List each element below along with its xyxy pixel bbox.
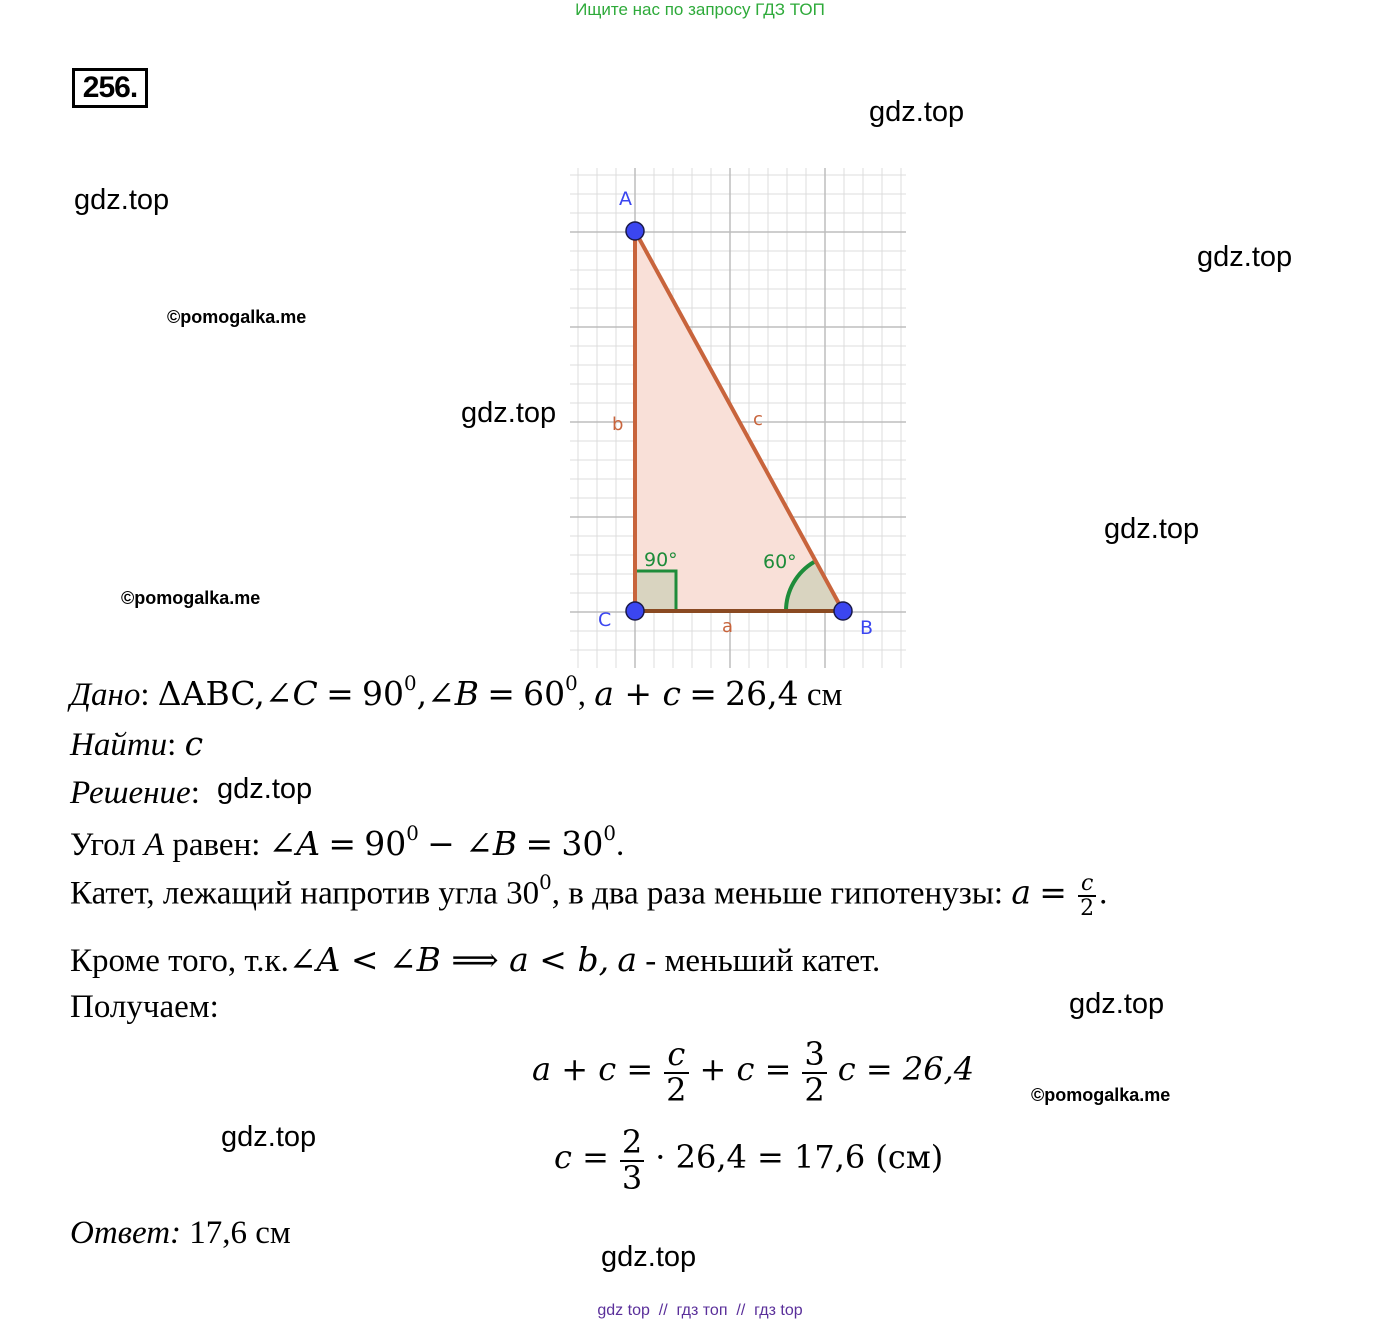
eq1-rhs: c = 26,4	[837, 1049, 975, 1088]
label-B: B	[860, 617, 874, 639]
find-value: c	[184, 724, 204, 763]
eq2-f-num: 2	[621, 1123, 643, 1161]
eq1-lhs: a + c =	[532, 1049, 654, 1088]
step1-expr-c: − ∠B	[427, 824, 518, 863]
watermark: gdz.top	[217, 773, 313, 805]
step1-expr: ∠A	[268, 824, 321, 863]
step3-text2: - меньший катет.	[645, 943, 881, 979]
answer-line	[70, 1215, 291, 1252]
given-exp: 0	[565, 672, 578, 696]
eq2-f-den: 3	[621, 1158, 643, 1197]
step3-line	[70, 940, 880, 980]
copyright-mark: ©pomogalka.me	[167, 307, 307, 327]
watermark: gdz.top	[221, 1121, 317, 1153]
watermark: gdz.top	[869, 96, 965, 128]
angle-C-label: 90°	[644, 549, 678, 571]
watermark: gdz.top	[1069, 988, 1165, 1020]
step2-var: a	[1011, 872, 1032, 912]
given-sum-value: 26,4	[725, 674, 799, 713]
step1-text2: равен:	[172, 827, 261, 863]
find-label: Найти	[70, 727, 168, 763]
copyright-mark: ©pomogalka.me	[121, 588, 261, 608]
eq1-fraction-1	[664, 1035, 688, 1109]
step1-exp: 0	[406, 822, 419, 846]
step4-line	[70, 989, 219, 1026]
copyright-mark: ©pomogalka.me	[1031, 1085, 1171, 1105]
step2-text: Катет, лежащий напротив угла 30	[70, 875, 540, 912]
label-A: A	[619, 188, 632, 210]
watermark: gdz.top	[461, 397, 557, 429]
step1-line: Угол A равен: ∠A = $90^0$ − ∠B = $30^0$.	[70, 822, 625, 863]
solution-label: Решение	[70, 775, 191, 811]
step2-text2: , в два раза меньше гипотенузы:	[551, 875, 1004, 912]
step1-expr-b: 90	[364, 824, 407, 863]
eq1-f2-den: 2	[804, 1070, 825, 1109]
eq2-lhs: c =	[554, 1137, 609, 1176]
given-angle-c: ∠C	[264, 674, 318, 713]
find-line: Найти: c	[70, 724, 204, 763]
eq1-f1-num: c	[664, 1038, 688, 1074]
step2-fraction	[1078, 872, 1096, 920]
given-sum: a + c	[594, 674, 682, 713]
top-banner: Ищите нас по запросу ГДЗ ТОП	[575, 0, 825, 19]
watermark: gdz.top	[74, 184, 170, 216]
step2-fraction-den: 2	[1080, 896, 1095, 922]
given-angle-b-value: 60	[523, 674, 566, 713]
equation-1	[532, 1035, 975, 1109]
footer-links[interactable]: gdz top // гдз топ // гдз top	[597, 1302, 803, 1319]
step4-text: Получаем:	[70, 989, 219, 1025]
point-C	[626, 602, 644, 620]
eq1-fraction-2	[802, 1035, 826, 1109]
watermark: gdz.top	[1104, 513, 1200, 545]
solution-line: Решение:	[70, 775, 200, 811]
step1-expr-d: 30	[561, 824, 604, 863]
step3-text: Кроме того, т.к.	[70, 943, 289, 979]
eq1-f2-num: 3	[804, 1035, 825, 1073]
point-B	[834, 602, 852, 620]
eq2-fraction	[620, 1123, 644, 1197]
step3-var: a	[617, 940, 638, 979]
given-line: Дано: ΔABC,∠C = $90^0,\angle B = 60^0$, a + c = 26,4 см	[70, 672, 843, 713]
step2-line: Катет, лежащий напротив угла $30^0$, в два раза меньше гипотенузы: a = $\frac{c}{2}$ .	[70, 870, 1108, 922]
given-angle-c-value: 90	[361, 674, 404, 713]
given-triangle: ΔABC	[157, 674, 255, 713]
label-c: c	[753, 409, 763, 430]
answer-label: Ответ:	[70, 1215, 182, 1251]
step3-expr: ∠A < ∠B ⟹ a < b,	[288, 940, 610, 979]
point-A	[626, 222, 644, 240]
watermark: gdz.top	[1197, 241, 1293, 273]
answer-value: 17,6 см	[189, 1215, 291, 1251]
given-unit: см	[806, 677, 843, 713]
label-C: C	[598, 609, 612, 631]
step1-exp: 0	[603, 822, 616, 846]
given-exp: 0	[403, 672, 417, 696]
step1-var: A	[143, 827, 165, 863]
step1-text: Угол	[70, 827, 136, 863]
eq2-rhs: · 26,4 = 17,6 (см)	[655, 1137, 944, 1176]
angle-B-label: 60°	[763, 551, 797, 573]
eq1-mid: + c =	[699, 1049, 792, 1088]
step2-fraction-num: c	[1078, 872, 1096, 897]
watermark: gdz.top	[601, 1241, 697, 1273]
given-label: Дано	[70, 677, 141, 713]
label-b: b	[612, 414, 624, 435]
problem-number: 256.	[72, 68, 148, 108]
given-angle-b: ∠B	[427, 674, 479, 713]
step2-exp: 0	[539, 870, 552, 894]
label-a: a	[722, 616, 734, 637]
triangle-figure	[570, 168, 906, 668]
equation-2	[554, 1123, 944, 1197]
eq1-f1-den: 2	[666, 1070, 687, 1109]
